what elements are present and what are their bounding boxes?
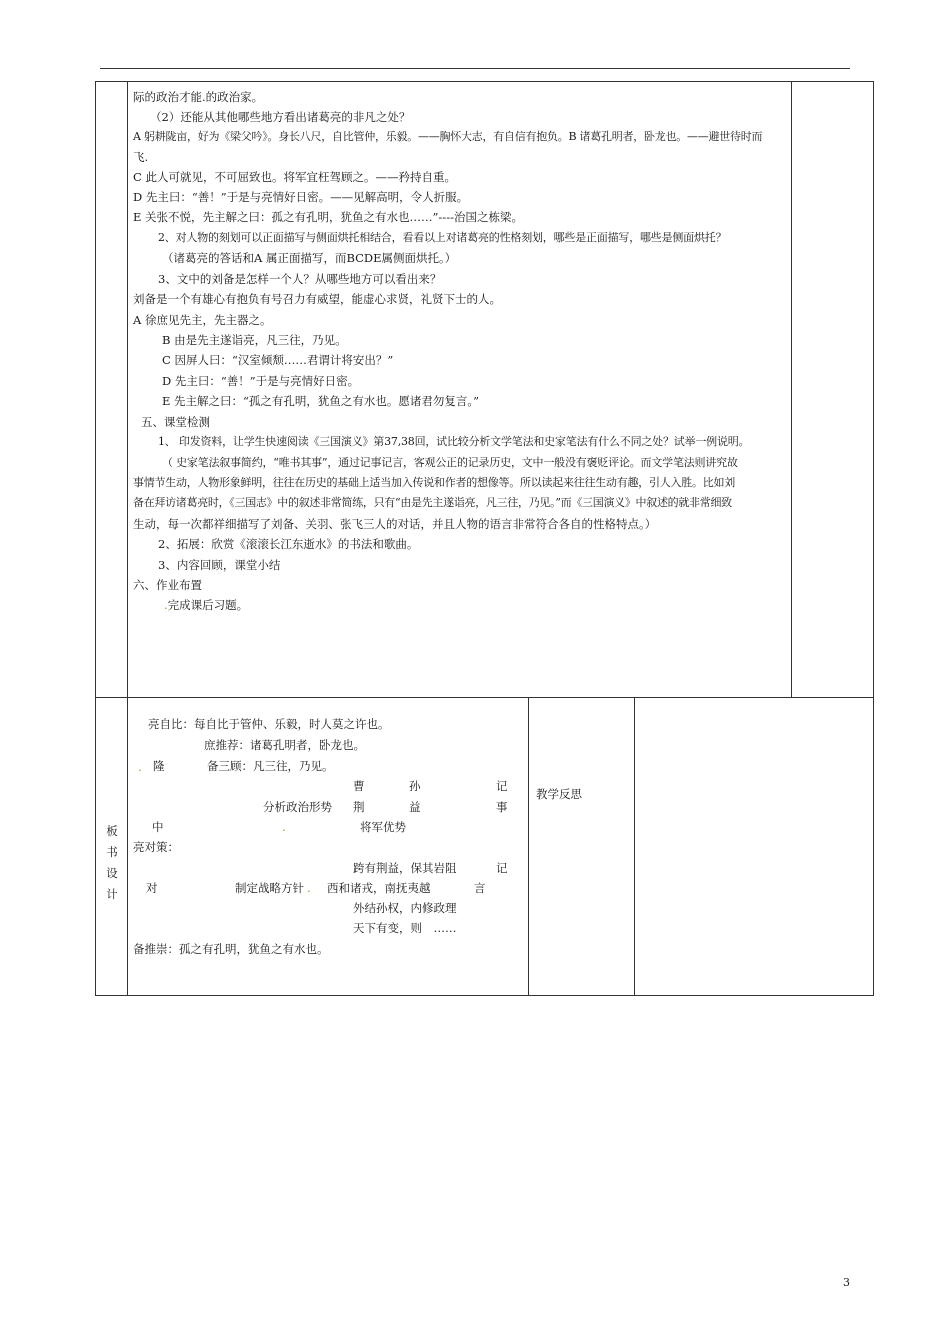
text-line: 生动，每一次都祥细描写了刘备、关羽、张飞三人的对话，并且人物的语言非常符合各自的性格特点。）	[133, 517, 657, 531]
text-line: 2、拓展：欣赏《滚滚长江东逝水》的书法和歌曲。	[158, 537, 419, 551]
text-line: C 因屏人曰：“汉室倾颓……君谓计将安出？”	[162, 353, 394, 367]
text-line: 备在拜访诸葛亮时，《三国志》中的叙述非常简练，只有“由是先主遂诣亮，凡三往，乃见。”而《三国演义》中叙述的就非常细致	[133, 496, 732, 509]
board-line: 西和诸戎，南抚夷越	[327, 881, 431, 895]
section-heading: 五、课堂检测	[141, 415, 210, 429]
text-line: 3、内容回顾，课堂小结	[158, 558, 281, 572]
text-line: 际的政治才能.的政治家。	[133, 90, 264, 104]
board-line: 记	[496, 779, 508, 793]
text-line: A 徐庶见先主，先主器之。	[133, 313, 272, 327]
board-line: 庶推荐：诸葛孔明者，卧龙也。	[204, 738, 365, 752]
board-line: 制定战略方针	[235, 881, 304, 895]
text-line: D 先主曰：“善！”于是与亮情好日密。——见解高明，令人折服。	[133, 190, 469, 204]
board-line: 孙	[409, 779, 421, 793]
board-line: 分析政治形势	[263, 800, 332, 814]
board-line: 跨有荆益，保其岩阻	[353, 861, 457, 875]
side-char: 设	[106, 866, 118, 880]
text-line: （ 史家笔法叙事简约，“唯书其事”，通过记事记言，客观公正的记录历史，文中一般没有褒贬评论。而文学笔法则讲究故	[162, 456, 738, 469]
board-line: 外结孙权，内修政理	[353, 901, 457, 915]
board-mark: .	[282, 820, 286, 834]
board-line: 曹	[353, 779, 365, 793]
text-line: 3、文中的刘备是怎样一个人？从哪些地方可以看出来？	[158, 272, 442, 286]
board-line: 益	[409, 800, 421, 814]
board-line: 备推崇：孤之有孔明，犹鱼之有水也。	[133, 942, 329, 956]
board-divider-1	[528, 697, 529, 995]
text-line: B 由是先主遂诣亮，凡三往，乃见。	[162, 333, 347, 347]
board-mark: .	[307, 881, 311, 895]
text-line: 2、对人物的刻划可以正面描写与侧面烘托相结合，看看以上对诸葛亮的性格刻划，哪些是正面描写，哪些是侧面烘托？	[158, 231, 727, 244]
page-number: 3	[843, 1276, 850, 1289]
table-left-column-divider	[127, 81, 128, 995]
board-line: 备三顾：凡三往，乃见。	[207, 759, 334, 773]
text-line: A 躬耕陇亩，好为《梁父吟》。身长八尺，自比管仲，乐毅。——胸怀大志，有自信有抱负。B 诸葛孔明者，卧龙也。——避世待时而	[133, 130, 763, 143]
board-divider-2	[634, 697, 635, 995]
text-line: 1、 印发资料，让学生快速阅读《三国演义》第37,38回，试比较分析文学笔法和史家笔法有什么不同之处？试举一例说明。	[158, 435, 750, 448]
board-line: 对	[146, 881, 158, 895]
text-line: D 先主曰：“善！”于是与亮情好日密。	[162, 374, 360, 388]
board-line: 天下有变，则 ……	[353, 921, 457, 935]
homework-text: 完成课后习题。	[167, 598, 249, 612]
text-line: C 此人可就见，不可屈致也。将军宜枉驾顾之。——矜持自重。	[133, 170, 456, 184]
section-heading: 六、作业布置	[133, 578, 202, 592]
board-line: 荆	[353, 800, 365, 814]
text-line: （2）还能从其他哪些地方看出诸葛亮的非凡之处？	[150, 110, 411, 124]
text-line: 事情节生动，人物形象鲜明，往往在历史的基础上适当加入传说和作者的想像等。所以读起来往往生动有趣，引人入胜。比如刘	[133, 476, 735, 489]
side-char: 板	[106, 824, 118, 838]
board-line: 言	[474, 881, 486, 895]
text-line	[164, 598, 248, 612]
text-line: （诸葛亮的答话和A 属正面描写，而BCDE属侧面烘托。）	[162, 251, 457, 265]
board-mark: .	[138, 760, 142, 774]
side-char: 计	[106, 887, 118, 901]
side-char: 书	[106, 845, 118, 859]
text-line: 飞.	[133, 150, 149, 164]
table-right-column-divider	[791, 81, 792, 698]
board-line: 事	[496, 800, 508, 814]
board-line: 中	[152, 820, 164, 834]
table-row-divider	[95, 697, 873, 698]
header-rule	[100, 68, 850, 69]
board-line: 亮对策：	[133, 840, 179, 854]
teaching-reflection-label: 教学反思	[536, 787, 582, 801]
board-line: 亮自比：每自比于管仲、乐毅，时人莫之许也。	[148, 717, 390, 731]
bullet-mark: .	[164, 598, 168, 612]
board-line: 将军优势	[360, 820, 406, 834]
board-line: 隆	[153, 759, 165, 773]
text-line: E 关张不悦，先主解之曰：孤之有孔明，犹鱼之有水也……”----治国之栋梁。	[133, 210, 523, 224]
board-line: 记	[496, 861, 508, 875]
text-line: E 先主解之曰：“孤之有孔明，犹鱼之有水也。愿诸君勿复言。”	[162, 394, 480, 408]
text-line: 刘备是一个有雄心有抱负有号召力有威望，能虚心求贤，礼贤下士的人。	[133, 292, 501, 306]
